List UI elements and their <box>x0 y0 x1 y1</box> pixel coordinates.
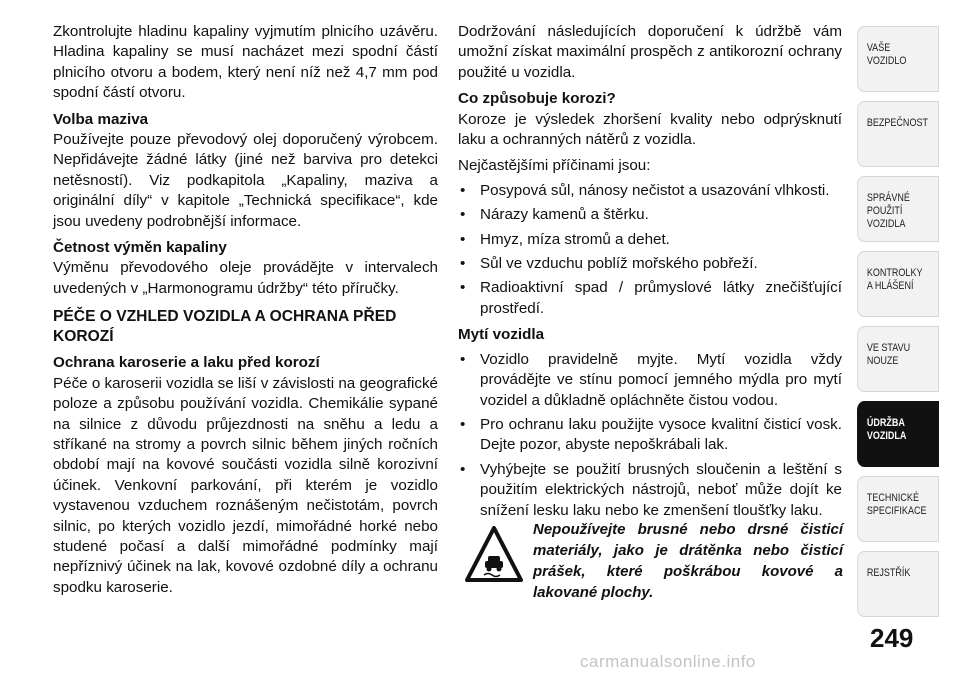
left-column <box>53 22 438 598</box>
ochrana-text: Péče o karoserii vozidla se liší v závislosti na geografické poloze a způsobu používání vozidla. Chemikálie sypané na silnice z důvodu průjezdnosti na sněhu a ledu a stříkané na stromy a povrch silnic během jiných ročních období mají na kovové součásti vozidla silně korozivní účinek. Venkovní parkování, při kterém je vozidlo vystavenou vzduchem roznášeným nečistotám, povrch silnic, po kterých vozidlo jezdí, mimořádné horké nebo studené počasí a další mimořádné podmínky mají nepříznivý účinek na lak, kovové ozdobné díly a ochranu spodku karoserie. <box>53 374 438 596</box>
warning-text: Nepoužívejte brusné nebo drsné čisticí materiály, jako je drátěnka nebo čisticí prášek, které poškrábou kovové a lakované plochy. <box>533 521 843 601</box>
right-intro-paragraph: Dodržování následujících doporučení k údržbě vám umožní získat maximální prospěch z antikorozní ochrany použité u vozidla. <box>458 23 842 81</box>
tab-vase-vozidlo[interactable]: VAŠE VOZIDLO <box>857 26 939 92</box>
cetnost-text: Výměnu převodového oleje provádějte v intervalech uvedených v „Harmonogramu údržby“ této příručky. <box>53 259 438 297</box>
pricinami-text: Nejčastějšími příčinami jsou: <box>458 157 651 175</box>
washing-list <box>458 350 842 521</box>
tab-kontrolky[interactable]: KONTROLKY A HLÁŠENÍ <box>857 251 939 317</box>
tab-spravne-pouziti[interactable]: SPRÁVNÉ POUŽITÍ VOZIDLA <box>857 176 939 242</box>
heading-co-zpusobuje: Co způsobuje korozi? <box>458 90 616 108</box>
list-item: • Nárazy kamenů a štěrku. <box>458 205 842 225</box>
list-item: • Vyhýbejte se použití brusných sloučenin a leštění s použitím elektrických nástrojů, neboť může dojít ke snížení lesku laku nebo ke zmenšení tloušťky laku. <box>458 460 842 521</box>
heading-ochrana: Ochrana karoserie a laku před korozí <box>53 354 320 372</box>
list-item: • Sůl ve vzduchu poblíž mořského pobřeží. <box>458 254 842 274</box>
intro-paragraph: Zkontrolujte hladinu kapaliny vyjmutím plnicího uzávěru. Hladina kapaliny se musí nacházet mezi spodní částí plnicího otvoru a bodem, který není níž než 4,7 mm pod spodní částí otvoru. <box>53 23 438 102</box>
tab-udrzba-vozidla[interactable]: ÚDRŽBA VOZIDLA <box>857 401 939 467</box>
tab-rejstrik[interactable]: REJSTŘÍK <box>857 551 939 617</box>
tab-technicke-specifikace[interactable]: TECHNICKÉ SPECIFIKACE <box>857 476 939 542</box>
causes-list <box>458 181 842 319</box>
right-column <box>458 22 842 525</box>
list-item: • Vozidlo pravidelně myjte. Mytí vozidla vždy provádějte ve stínu pomocí jemného mýdla pro mytí vozidel a důkladně opláchněte čistou vodou. <box>458 350 842 411</box>
co-zpusobuje-text: Koroze je výsledek zhoršení kvality nebo odprýsknutí laku a ochranných nátěrů z vozidla. <box>458 110 842 149</box>
warning-triangle-icon <box>465 525 523 583</box>
volba-maziva-text: Používejte pouze převodový olej doporučený výrobcem. Nepřidávejte žádné látky (jiné než barviva pro detekci netěsností). Viz podkapitola „Kapaliny, maziva a originální díly“ v kapitole „Technická specifikace“, kde jsou uvedeny podrobnější informace. <box>53 131 438 230</box>
tab-bezpecnost[interactable]: BEZPEČNOST <box>857 101 939 167</box>
list-item: • Radioaktivní spad / průmyslové látky znečišťující prostředí. <box>458 278 842 319</box>
section-heading: PÉČE O VZHLED VOZIDLA A OCHRANA PŘED KOROZÍ <box>53 308 397 346</box>
chapter-tabs <box>857 26 957 626</box>
list-item: • Posypová sůl, nánosy nečistot a usazování vlhkosti. <box>458 181 842 201</box>
heading-volba-maziva: Volba maziva <box>53 110 149 128</box>
watermark: carmanualsonline.info <box>580 652 756 671</box>
list-item: • Pro ochranu laku použijte vysoce kvalitní čisticí vosk. Dejte pozor, abyste nepoškrábali lak. <box>458 415 842 456</box>
list-item: • Hmyz, míza stromů a dehet. <box>458 230 842 250</box>
heading-cetnost: Četnost výměn kapaliny <box>53 239 227 257</box>
heading-myti-vozidla: Mytí vozidla <box>458 326 545 344</box>
page-number: 249 <box>870 623 914 653</box>
tab-ve-stavu-nouze[interactable]: VE STAVU NOUZE <box>857 326 939 392</box>
warning-box <box>465 519 843 603</box>
